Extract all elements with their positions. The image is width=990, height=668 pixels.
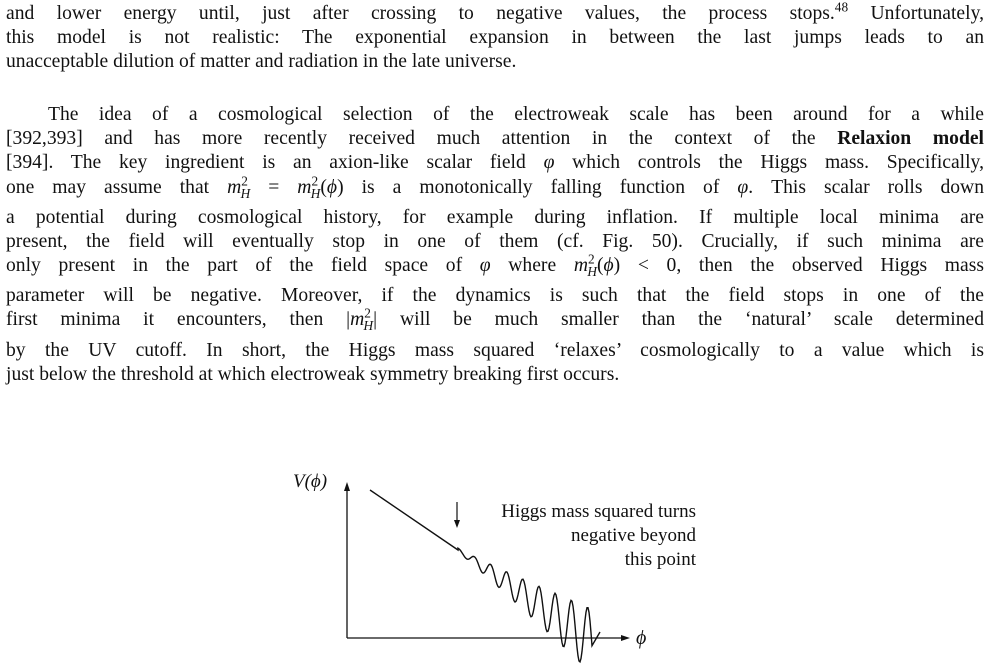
x-axis-arrow-icon <box>621 635 630 641</box>
y-axis-arrow-icon <box>344 482 350 491</box>
text-line: parameter will be negative. Moreover, if the dynamics is such that the field stops in one of the <box>6 285 984 307</box>
text-line: present, the field will eventually stop in one of them (cf. Fig. 50). Crucially, if such minima are <box>6 230 984 252</box>
relaxion-potential-figure <box>0 460 990 668</box>
annotation-line-2: negative beyond <box>570 525 696 546</box>
annotation-arrow-icon <box>454 520 460 528</box>
text-line: first minima it encounters, then $|m^2_H|$ will be much smaller than the ‘natural’ scale determined <box>6 306 984 334</box>
text-line: this model is not realistic: The exponential expansion in between the last jumps leads to an <box>6 27 984 49</box>
text-line: one may assume that $m^2_H = m^2_H(\phi)$ is a monotonically falling function of φ. This scalar rolls down <box>6 173 985 201</box>
annotation-line-3: this point <box>624 549 696 570</box>
y-axis-label: V(ϕ) <box>293 471 328 492</box>
text-line: by the UV cutoff. In short, the Higgs mass squared ‘relaxes’ cosmologically to a value which is <box>6 339 984 361</box>
relaxion-model-term: Relaxion model <box>837 128 984 150</box>
text-line: just below the threshold at which electroweak symmetry breaking first occurs. <box>6 363 620 385</box>
footnote-marker[interactable]: 48 <box>834 0 849 15</box>
annotation-line-1: Higgs mass squared turns <box>501 501 696 522</box>
math-abs-mass: $|m^2_H|$ <box>346 306 378 334</box>
text-line: The idea of a cosmological selection of the electroweak scale has been around for a while <box>48 104 984 125</box>
text-line: [392,393] and has more recently received much attention in the context of the Relaxion model <box>6 128 984 150</box>
text-line: a potential during cosmological history, for example during inflation. If multiple local minima are <box>6 206 984 228</box>
text-line: only present in the part of the field space of φ where $m^2_H(\phi) < 0$, then the observed Higgs mass <box>6 251 984 280</box>
text-line: unacceptable dilution of matter and radiation in the late universe. <box>6 51 517 73</box>
x-axis-label: ϕ <box>636 627 647 649</box>
paragraph-2 <box>6 103 984 387</box>
math-negative-mass: $m^2_H(\phi) < 0$ <box>573 251 677 280</box>
math-higgs-mass-function: $m^2_H = m^2_H(\phi)$ <box>227 173 344 201</box>
text-line: [394]. The key ingredient is an axion-like scalar field φ which controls the Higgs mass. Specifically, <box>6 152 984 174</box>
text-line: and lower energy until, just after crossing to negative values, the process stops.$^{48}$ Unfortunately, <box>6 0 984 24</box>
paragraph-1 <box>6 2 984 75</box>
